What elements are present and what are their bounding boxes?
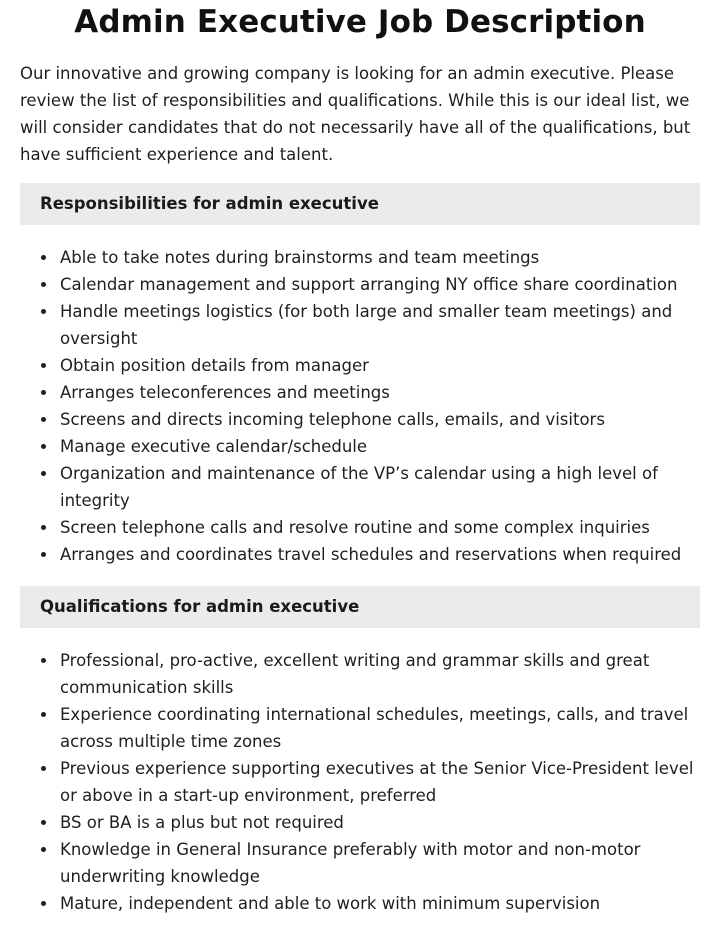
list-item: Experience coordinating international schedules, meetings, calls, and travel across multiple time zones: [60, 701, 700, 755]
list-item: Obtain position details from manager: [60, 352, 700, 379]
list-item: Able to take notes during brainstorms and team meetings: [60, 244, 700, 271]
qualifications-list: [20, 647, 700, 917]
list-item: Screens and directs incoming telephone calls, emails, and visitors: [60, 406, 700, 433]
page-title: Admin Executive Job Description: [74, 4, 646, 40]
list-item: Calendar management and support arranging NY office share coordination: [60, 271, 700, 298]
qualifications-heading: Qualifications for admin executive: [20, 586, 700, 628]
intro-paragraph: Our innovative and growing company is looking for an admin executive. Please review the list of responsibilities and qualifications. While this is our ideal list, we will consider candidates that do not necessarily have all of the qualifications, but have sufficient experience and talent.: [20, 64, 691, 164]
list-item: Organization and maintenance of the VP’s calendar using a high level of integrity: [60, 460, 700, 514]
list-item: Handle meetings logistics (for both large and smaller team meetings) and oversight: [60, 298, 700, 352]
list-item: Knowledge in General Insurance preferably with motor and non-motor underwriting knowledge: [60, 836, 700, 890]
list-item: Professional, pro-active, excellent writing and grammar skills and great communication skills: [60, 647, 700, 701]
list-item: Manage executive calendar/schedule: [60, 433, 700, 460]
responsibilities-list: [20, 244, 700, 568]
responsibilities-heading: Responsibilities for admin executive: [20, 183, 700, 225]
list-item: BS or BA is a plus but not required: [60, 809, 700, 836]
list-item: Screen telephone calls and resolve routine and some complex inquiries: [60, 514, 700, 541]
list-item: Arranges and coordinates travel schedules and reservations when required: [60, 541, 700, 568]
list-item: Arranges teleconferences and meetings: [60, 379, 700, 406]
list-item: Mature, independent and able to work with minimum supervision: [60, 890, 700, 917]
list-item: Previous experience supporting executives at the Senior Vice-President level or above in a start-up environment, preferred: [60, 755, 700, 809]
